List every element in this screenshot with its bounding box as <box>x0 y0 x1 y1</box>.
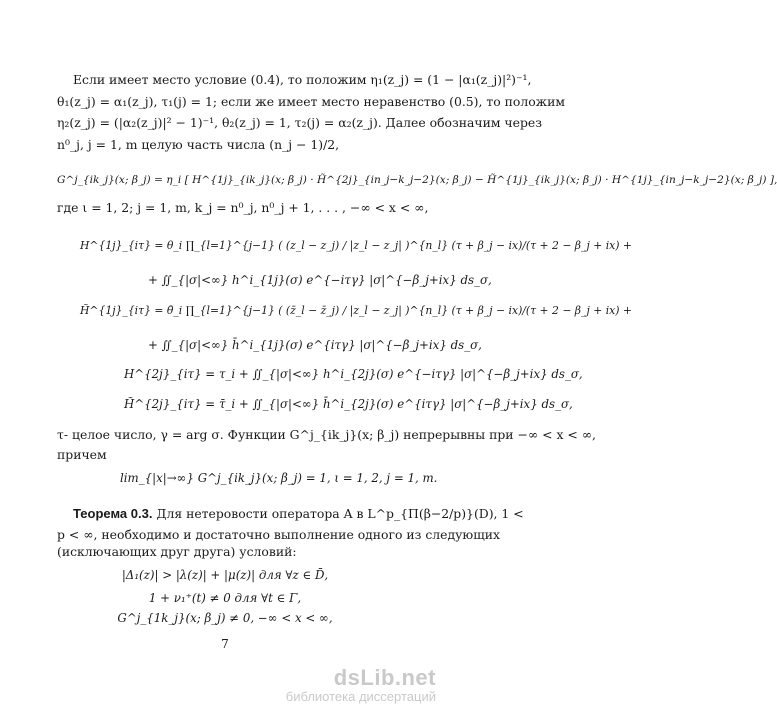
theorem-line-1 <box>73 506 524 522</box>
paragraph-line-1: Если имеет место условие (0.4), то положим η₁(z_j) = (1 − |α₁(z_j)|²)⁻¹, <box>73 72 532 87</box>
paragraph-line-3: η₂(z_j) = (|α₂(z_j)|² − 1)⁻¹, θ₂(z_j) = 1, τ₂(j) = α₂(z_j). Далее обозначим через <box>57 115 542 130</box>
page-number: 7 <box>221 637 229 651</box>
theorem-line-2: p < ∞, необходимо и достаточно выполнение одного из следующих <box>57 527 500 542</box>
paragraph-line-tau: τ- целое число, γ = arg σ. Функции G^j_{ik_j}(x; β_j) непрерывны при −∞ < x < ∞, <box>57 427 596 442</box>
formula-h1-tilde-integral: + ∬_{|σ|<∞} h̄^i_{1j}(σ) e^{iτγ} |σ|^{−β_j+ix} ds_σ, <box>148 338 482 352</box>
formula-h2: H^{2j}_{iτ} = τ_i + ∬_{|σ|<∞} h^i_{2j}(σ) e^{−iτγ} |σ|^{−β_j+ix} ds_σ, <box>124 367 583 381</box>
theorem-statement-start: Для нетеровости оператора A в L^p_{Π(β−2/p)}(D), 1 < <box>156 506 524 521</box>
condition-3: G^j_{1k_j}(x; β_j) ≠ 0, −∞ < x < ∞, <box>117 611 333 625</box>
paragraph-line-2: θ₁(z_j) = α₁(z_j), τ₁(j) = 1; если же имеет место неравенство (0.5), то положим <box>57 94 565 109</box>
conditions-line: где ι = 1, 2; j = 1, m, k_j = n⁰_j, n⁰_j + 1, . . . , −∞ < x < ∞, <box>57 200 429 215</box>
formula-limit: lim_{|x|→∞} G^j_{ik_j}(x; β_j) = 1, ι = 1, 2, j = 1, m. <box>120 471 438 485</box>
formula-g-definition: G^j_{ik_j}(x; β_j) = η_i [ H^{1j}_{ik_j}(x; β_j) · H̃^{2j}_{in_j−k_j−2}(x; β_j) − H̃^{1j}_{ik_j}(x; β_j) · H^{1j}_{in_j−k_j−2}(x; β_j) ], <box>57 174 777 186</box>
condition-1: |Δ₁(z)| > |λ(z)| + |μ(z)| для ∀z ∈ D̄, <box>121 568 329 582</box>
watermark-logo: dsLib.net <box>333 665 436 690</box>
formula-h1: H^{1j}_{iτ} = θ_i ∏_{l=1}^{j−1} ( (z_l − z_j) / |z_l − z_j| )^{n_l} (τ + β_j − ix)/(τ + 2 − β_j + ix) + <box>80 239 632 252</box>
paragraph-line-4: n⁰_j, j = 1, m целую часть числа (n_j − 1)/2, <box>57 137 340 152</box>
watermark-subtitle: библиотека диссертаций <box>285 689 436 704</box>
theorem-line-3: (исключающих друг друга) условий: <box>57 544 297 559</box>
paragraph-line-prichem: причем <box>57 447 107 462</box>
formula-h1-tilde: H̃^{1j}_{iτ} = θ̄_i ∏_{l=1}^{j−1} ( (z̄_l − z̄_j) / |z_l − z_j| )^{n_l} (τ + β_j − ix)/(τ + 2 − β_j + ix) + <box>80 304 632 317</box>
formula-h1-integral: + ∬_{|σ|<∞} h^i_{1j}(σ) e^{−iτγ} |σ|^{−β_j+ix} ds_σ, <box>148 273 492 287</box>
formula-h2-tilde: H̃^{2j}_{iτ} = τ̄_i + ∬_{|σ|<∞} h̄^i_{2j}(σ) e^{iτγ} |σ|^{−β_j+ix} ds_σ, <box>124 397 573 411</box>
watermark <box>286 665 436 704</box>
theorem-title: Теорема 0.3. <box>73 506 153 521</box>
condition-2: 1 + ν₁⁺(t) ≠ 0 для ∀t ∈ Γ, <box>148 591 302 605</box>
